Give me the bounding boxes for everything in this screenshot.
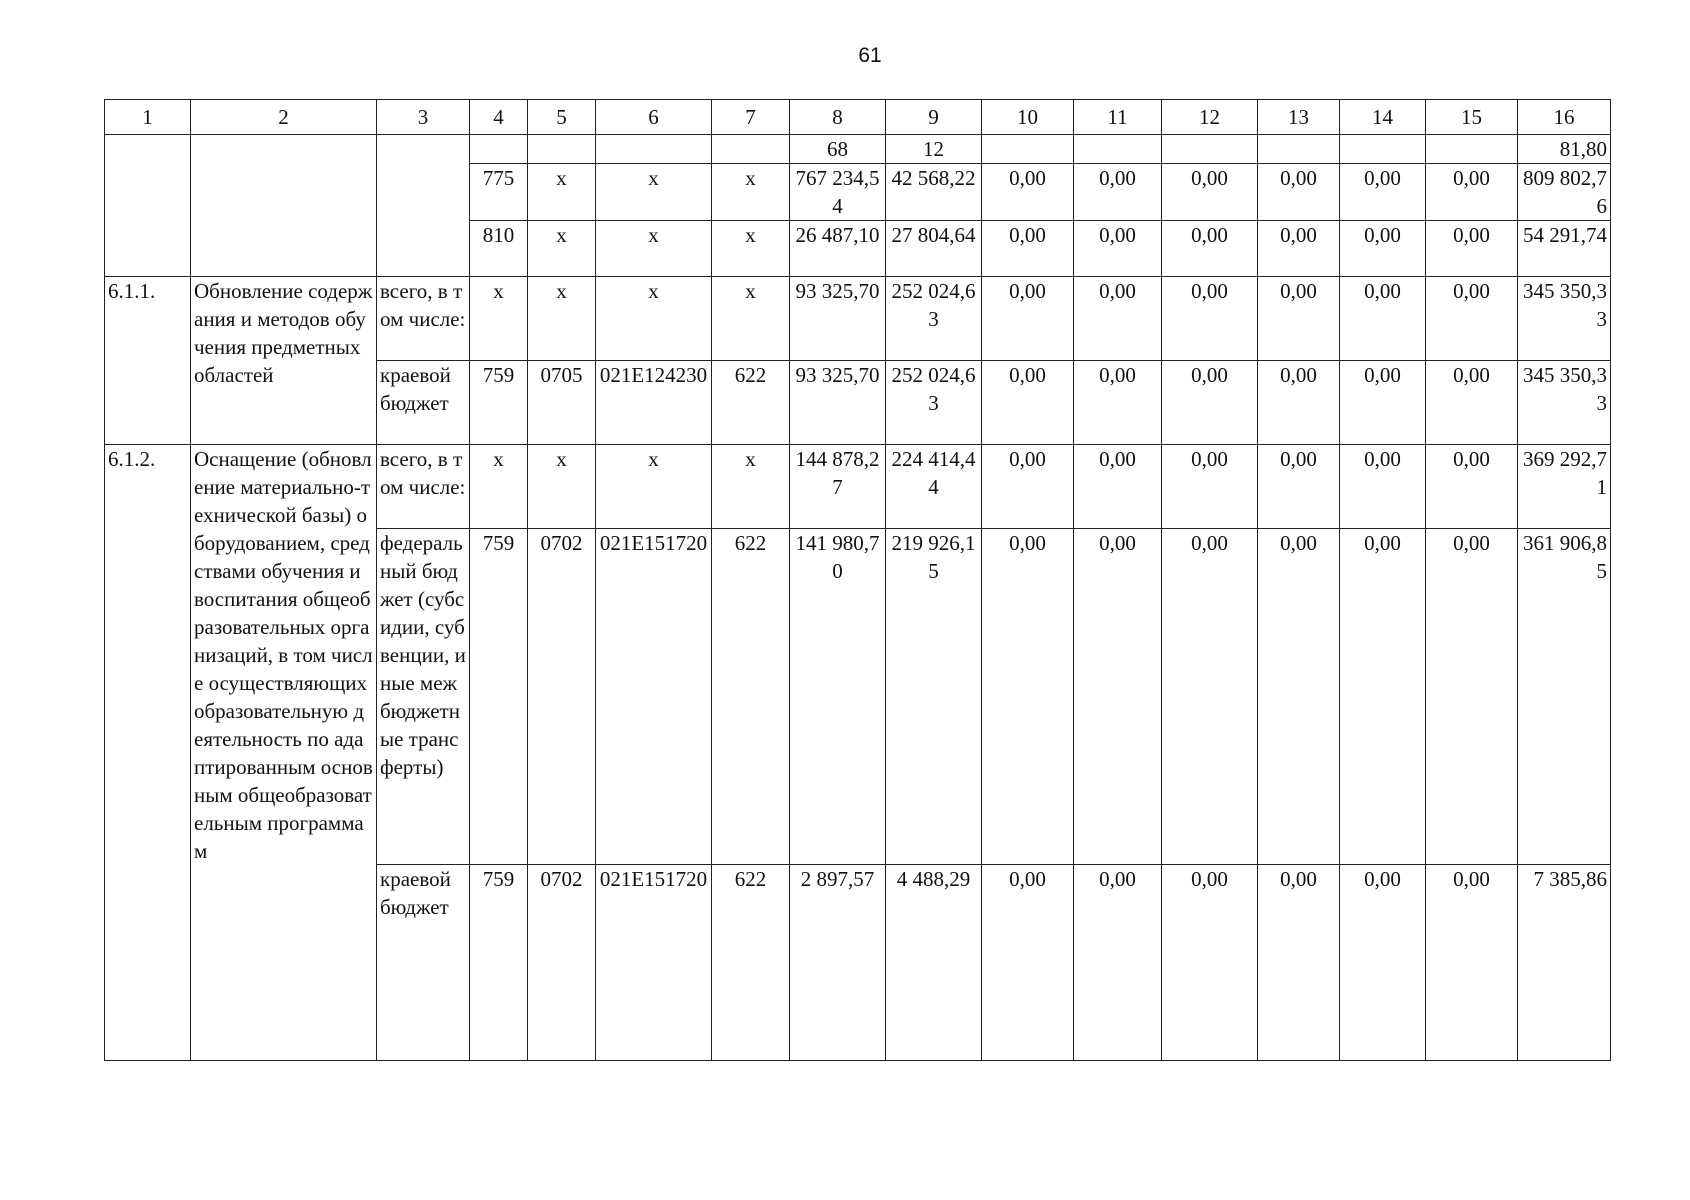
cell: 345 350,33 xyxy=(1518,361,1611,445)
cell xyxy=(982,135,1074,164)
cell xyxy=(1162,135,1258,164)
col-header: 7 xyxy=(712,100,790,135)
source-label: краевой бюджет xyxy=(377,361,470,445)
cell xyxy=(712,135,790,164)
cell: 0,00 xyxy=(1340,361,1426,445)
cell: 759 xyxy=(470,865,528,1061)
cell: 141 980,70 xyxy=(790,529,886,865)
cell: 27 804,64 xyxy=(886,221,982,277)
cell xyxy=(596,135,712,164)
page-number: 61 xyxy=(858,44,882,67)
cell xyxy=(1074,135,1162,164)
source-label: всего, в том числе: xyxy=(377,445,470,529)
cell: 93 325,70 xyxy=(790,277,886,361)
cell: 0,00 xyxy=(1074,164,1162,221)
cell: 0,00 xyxy=(1426,865,1518,1061)
source-label: всего, в том числе: xyxy=(377,277,470,361)
cell xyxy=(377,135,470,277)
cell: 622 xyxy=(712,361,790,445)
cell: 2 897,57 xyxy=(790,865,886,1061)
cell: х xyxy=(596,221,712,277)
cell: 0,00 xyxy=(1258,221,1340,277)
source-label: краевой бюджет xyxy=(377,865,470,1061)
cell: 369 292,71 xyxy=(1518,445,1611,529)
cell: 0,00 xyxy=(1340,865,1426,1061)
cell xyxy=(470,135,528,164)
cell xyxy=(191,135,377,277)
col-header: 9 xyxy=(886,100,982,135)
cell: 0,00 xyxy=(1074,221,1162,277)
cell: 021E124230 xyxy=(596,361,712,445)
cell: 0,00 xyxy=(1340,529,1426,865)
cell: 0,00 xyxy=(1258,277,1340,361)
cell: х xyxy=(528,445,596,529)
cell: 0,00 xyxy=(1340,164,1426,221)
item-name: Обновление содержания и методов обучения предметных областей xyxy=(191,277,377,445)
cell xyxy=(1426,135,1518,164)
cell: х xyxy=(596,277,712,361)
cell: 0,00 xyxy=(982,865,1074,1061)
cell: 54 291,74 xyxy=(1518,221,1611,277)
col-header: 15 xyxy=(1426,100,1518,135)
cell xyxy=(105,135,191,277)
cell: 4 488,29 xyxy=(886,865,982,1061)
col-header: 11 xyxy=(1074,100,1162,135)
cell: 0,00 xyxy=(1340,445,1426,529)
col-header: 8 xyxy=(790,100,886,135)
cell: х xyxy=(470,277,528,361)
cell: 0702 xyxy=(528,529,596,865)
cell: 759 xyxy=(470,529,528,865)
cell: 810 xyxy=(470,221,528,277)
source-label: федеральный бюджет (субсидии, субвенции, иные межбюджетные трансферты) xyxy=(377,529,470,865)
cell: 219 926,15 xyxy=(886,529,982,865)
cell: 93 325,70 xyxy=(790,361,886,445)
cell: 0,00 xyxy=(1258,529,1340,865)
cell: х xyxy=(712,277,790,361)
cell: 0702 xyxy=(528,865,596,1061)
cell: 0,00 xyxy=(1426,445,1518,529)
header-row xyxy=(105,100,1611,135)
cell: 68 xyxy=(790,135,886,164)
cell: 252 024,63 xyxy=(886,277,982,361)
cell: 0,00 xyxy=(982,445,1074,529)
item-number: 6.1.1. xyxy=(105,277,191,445)
cell: 144 878,27 xyxy=(790,445,886,529)
cell: 0,00 xyxy=(1074,277,1162,361)
cell: 622 xyxy=(712,529,790,865)
cell: 0,00 xyxy=(1074,865,1162,1061)
cell: 0,00 xyxy=(1162,529,1258,865)
cell: 0,00 xyxy=(1426,221,1518,277)
col-header: 6 xyxy=(596,100,712,135)
cell: х xyxy=(528,221,596,277)
cell: х xyxy=(596,445,712,529)
budget-table xyxy=(104,99,1611,1061)
cell: х xyxy=(470,445,528,529)
cell: 0,00 xyxy=(1258,445,1340,529)
cell: х xyxy=(712,164,790,221)
cell: 0,00 xyxy=(1426,529,1518,865)
cell: 252 024,63 xyxy=(886,361,982,445)
cell xyxy=(1340,135,1426,164)
table-row xyxy=(105,277,1611,361)
cell: х xyxy=(528,277,596,361)
cell: х xyxy=(712,221,790,277)
cell: 0,00 xyxy=(982,164,1074,221)
cell: 809 802,76 xyxy=(1518,164,1611,221)
col-header: 14 xyxy=(1340,100,1426,135)
table-row xyxy=(105,445,1611,529)
cell: 0705 xyxy=(528,361,596,445)
cell: 224 414,44 xyxy=(886,445,982,529)
cell: 0,00 xyxy=(1426,164,1518,221)
cell: 0,00 xyxy=(982,277,1074,361)
cell: 759 xyxy=(470,361,528,445)
cell: х xyxy=(712,445,790,529)
cell: 0,00 xyxy=(1258,164,1340,221)
table-row xyxy=(105,135,1611,164)
col-header: 10 xyxy=(982,100,1074,135)
cell: 0,00 xyxy=(1162,445,1258,529)
col-header: 16 xyxy=(1518,100,1611,135)
cell: х xyxy=(596,164,712,221)
col-header: 2 xyxy=(191,100,377,135)
cell: 021E151720 xyxy=(596,865,712,1061)
cell: 0,00 xyxy=(1340,221,1426,277)
cell: 0,00 xyxy=(1074,361,1162,445)
cell: 0,00 xyxy=(1162,164,1258,221)
cell: 0,00 xyxy=(1074,445,1162,529)
cell: 0,00 xyxy=(1426,277,1518,361)
cell: 42 568,22 xyxy=(886,164,982,221)
cell: 26 487,10 xyxy=(790,221,886,277)
cell: 021E151720 xyxy=(596,529,712,865)
cell: 0,00 xyxy=(982,221,1074,277)
col-header: 4 xyxy=(470,100,528,135)
cell: 622 xyxy=(712,865,790,1061)
cell: х xyxy=(528,164,596,221)
col-header: 12 xyxy=(1162,100,1258,135)
cell: 345 350,33 xyxy=(1518,277,1611,361)
col-header: 1 xyxy=(105,100,191,135)
cell: 0,00 xyxy=(982,361,1074,445)
cell: 7 385,86 xyxy=(1518,865,1611,1061)
cell: 0,00 xyxy=(1426,361,1518,445)
cell: 81,80 xyxy=(1518,135,1611,164)
cell: 12 xyxy=(886,135,982,164)
cell: 0,00 xyxy=(1162,361,1258,445)
cell: 775 xyxy=(470,164,528,221)
cell: 0,00 xyxy=(1162,865,1258,1061)
cell: 0,00 xyxy=(1258,361,1340,445)
cell: 0,00 xyxy=(1162,221,1258,277)
cell: 0,00 xyxy=(1258,865,1340,1061)
cell: 361 906,85 xyxy=(1518,529,1611,865)
col-header: 5 xyxy=(528,100,596,135)
cell: 0,00 xyxy=(982,529,1074,865)
cell: 767 234,54 xyxy=(790,164,886,221)
col-header: 3 xyxy=(377,100,470,135)
item-number: 6.1.2. xyxy=(105,445,191,1061)
cell: 0,00 xyxy=(1074,529,1162,865)
cell: 0,00 xyxy=(1162,277,1258,361)
cell: 0,00 xyxy=(1340,277,1426,361)
cell xyxy=(1258,135,1340,164)
col-header: 13 xyxy=(1258,100,1340,135)
item-name: Оснащение (обновление материально-технической базы) оборудованием, средствами обучения и воспитания общеобразовательных организаций, в том числе осуществляющих образовательную деятельность по адаптированным основным общеобразовательным программам xyxy=(191,445,377,1061)
cell xyxy=(528,135,596,164)
